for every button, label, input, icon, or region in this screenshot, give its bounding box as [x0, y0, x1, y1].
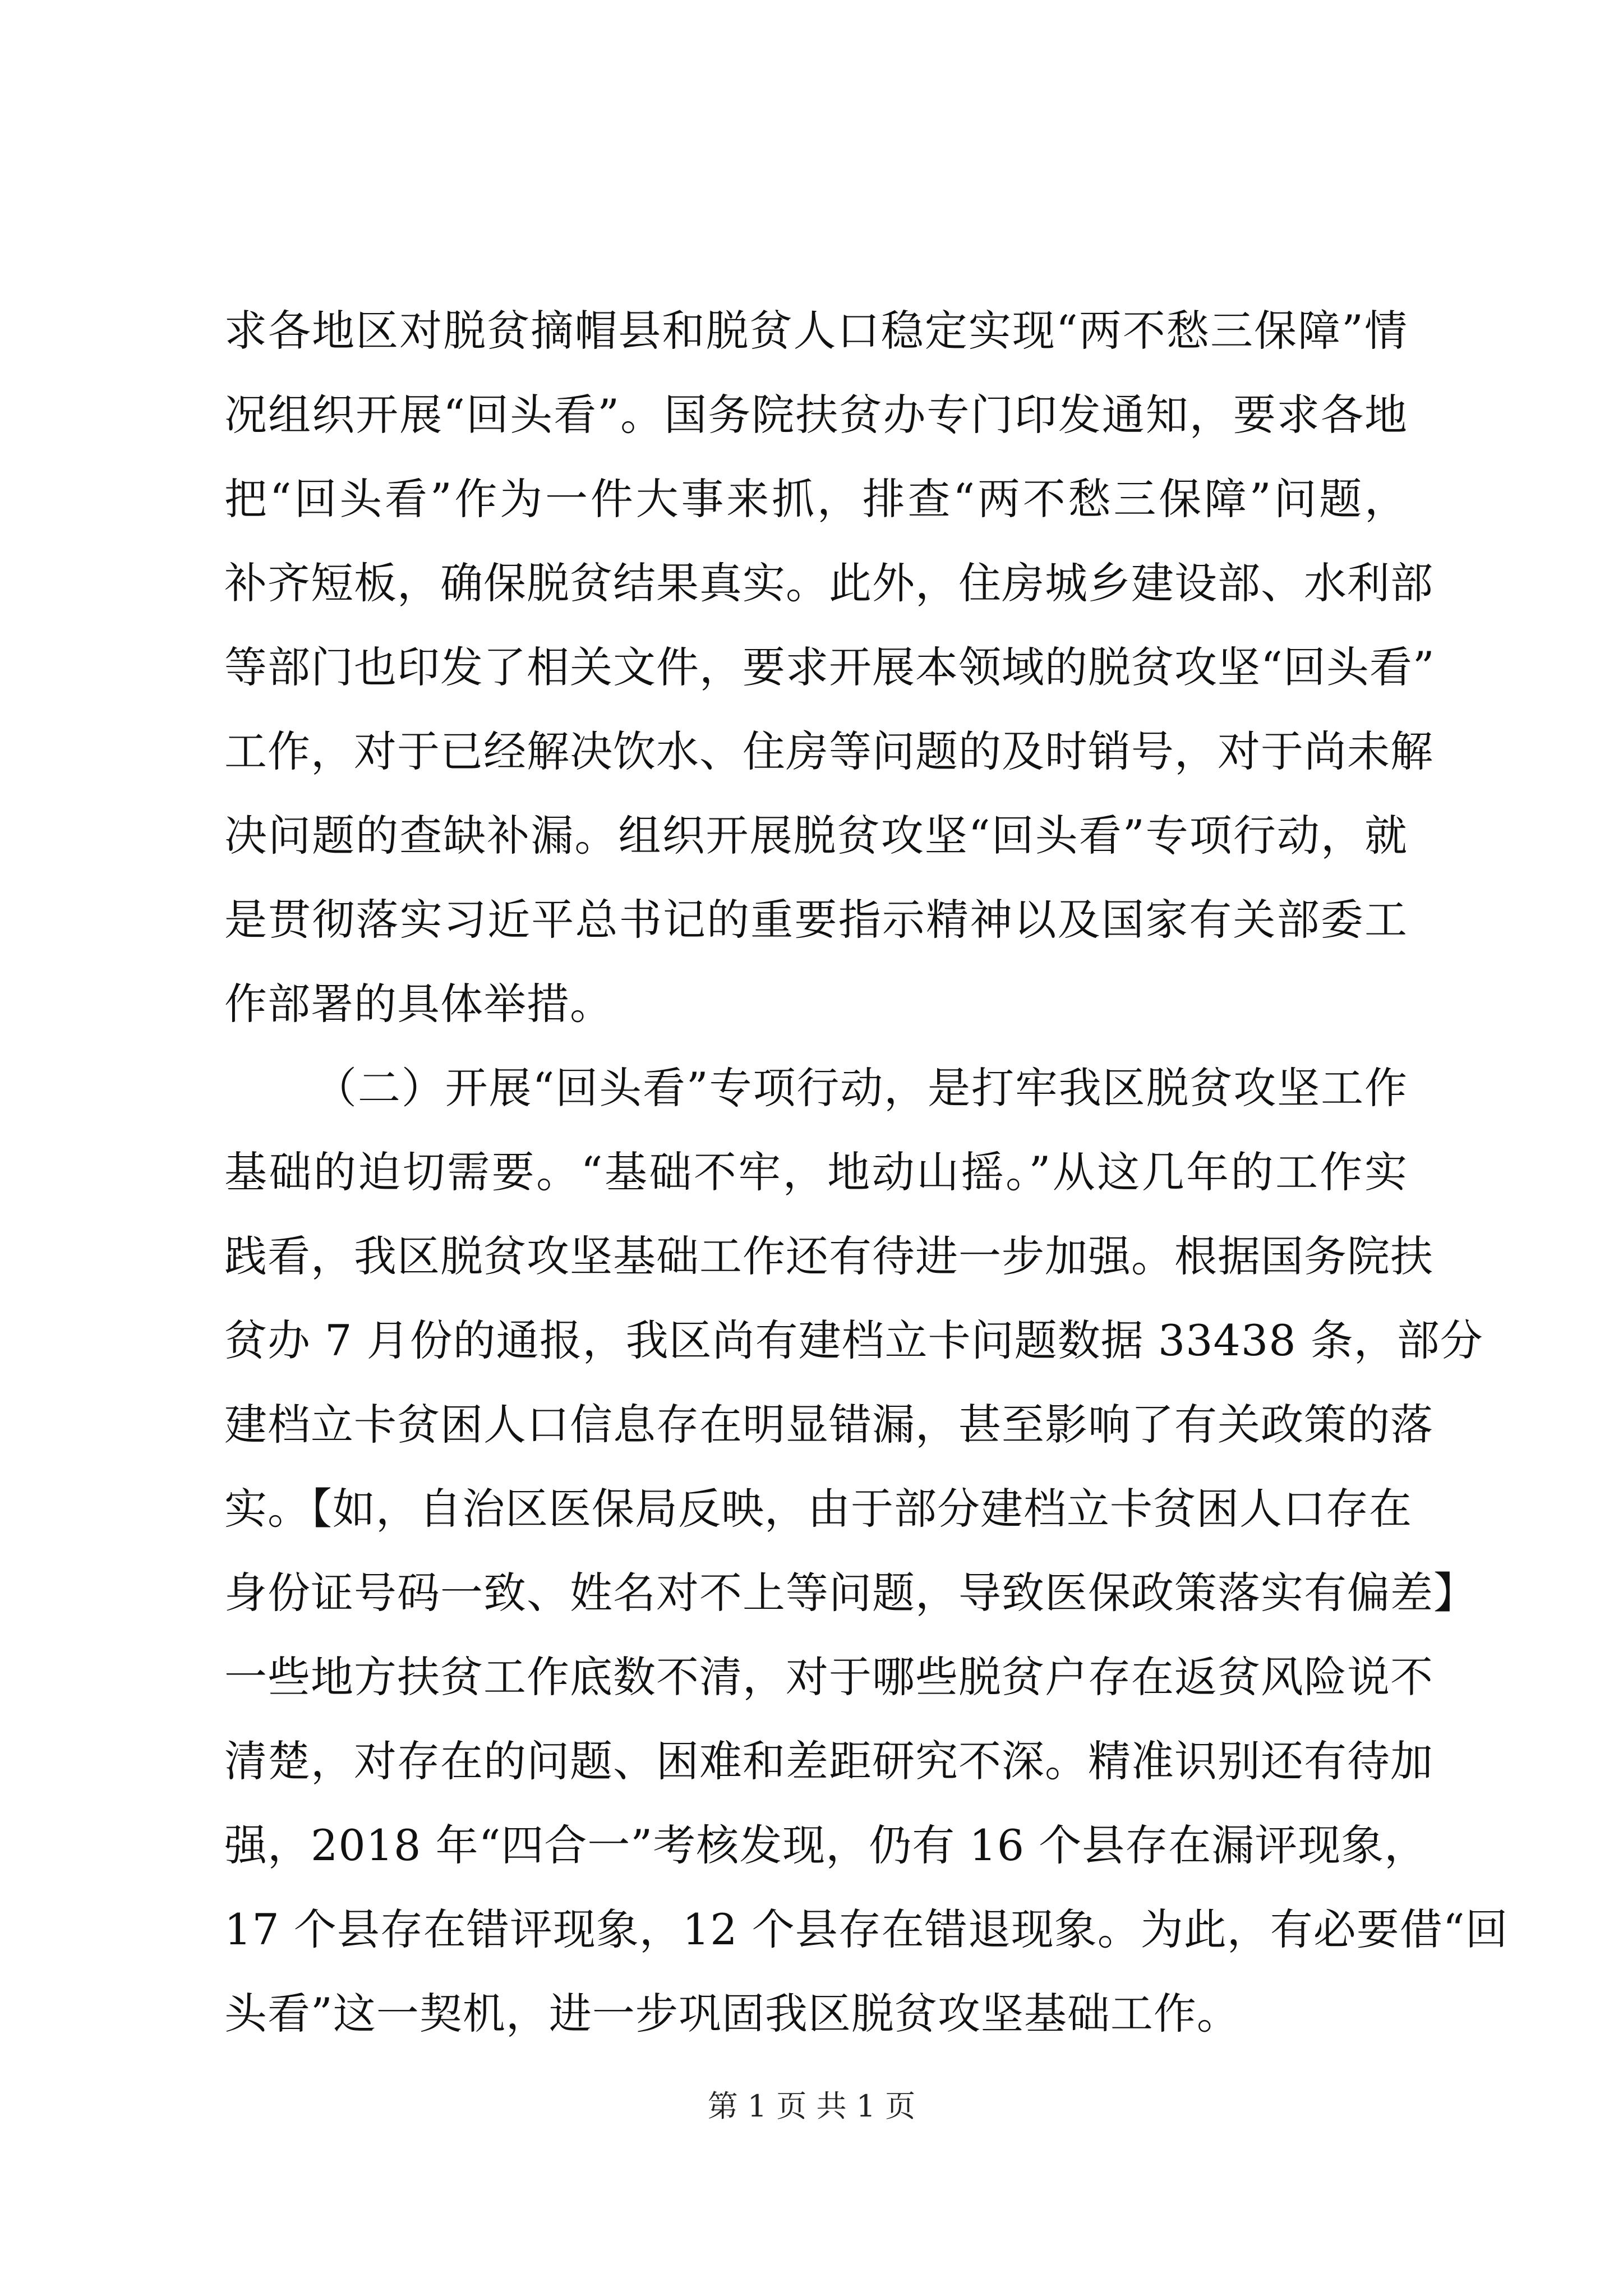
paragraph-1-line-9: 作部署的具体举措。	[224, 979, 613, 1029]
paragraph-2-line-5: 建档立卡贫困人口信息存在明显错漏，甚至影响了有关政策的落	[224, 1400, 1433, 1450]
paragraph-1-line-4: 补齐短板，确保脱贫结果真实。此外，住房城乡建设部、水利部	[224, 558, 1433, 608]
paragraph-1-line-7: 决问题的查缺补漏。组织开展脱贫攻坚“回头看”专项行动，就	[224, 811, 1408, 861]
paragraph-1-line-2: 况组织开展“回头看”。国务院扶贫办专门印发通知，要求各地	[224, 390, 1408, 440]
paragraph-2-line-4: 贫办 7 月份的通报，我区尚有建档立卡问题数据 33438 条，部分	[224, 1315, 1483, 1365]
paragraph-2-line-6: 实。【如，自治区医保局反映，由于部分建档立卡贫困人口存在	[224, 1484, 1412, 1534]
paragraph-2-line-1: （二）开展“回头看”专项行动，是打牢我区脱贫攻坚工作	[314, 1063, 1408, 1113]
paragraph-2-line-9: 清楚，对存在的问题、困难和差距研究不深。精准识别还有待加	[224, 1736, 1433, 1786]
paragraph-1-line-6: 工作，对于已经解决饮水、住房等问题的及时销号，对于尚未解	[224, 726, 1433, 776]
paragraph-1-line-5: 等部门也印发了相关文件，要求开展本领域的脱贫攻坚“回头看”	[224, 642, 1435, 692]
paragraph-1-line-1: 求各地区对脱贫摘帽县和脱贫人口稳定实现“两不愁三保障”情	[224, 306, 1408, 356]
paragraph-2-line-7: 身份证号码一致、姓名对不上等问题，导致医保政策落实有偏差】	[224, 1568, 1477, 1618]
page-footer: 第 1 页 共 1 页	[707, 2088, 916, 2124]
paragraph-2-line-2: 基础的迫切需要。“基础不牢，地动山摇。”从这几年的工作实	[224, 1147, 1408, 1197]
paragraph-1-line-8: 是贯彻落实习近平总书记的重要指示精神以及国家有关部委工	[224, 895, 1408, 945]
paragraph-2-line-3: 践看，我区脱贫攻坚基础工作还有待进一步加强。根据国务院扶	[224, 1231, 1433, 1281]
paragraph-2-line-11: 17 个县存在错评现象，12 个县存在错退现象。为此，有必要借“回	[224, 1904, 1509, 1954]
paragraph-1-line-3: 把“回头看”作为一件大事来抓，排查“两不愁三保障”问题，	[224, 474, 1408, 524]
paragraph-2-line-8: 一些地方扶贫工作底数不清，对于哪些脱贫户存在返贫风险说不	[224, 1652, 1433, 1702]
paragraph-2-line-12: 头看”这一契机，进一步巩固我区脱贫攻坚基础工作。	[224, 1989, 1240, 2039]
paragraph-2-line-10: 强，2018 年“四合一”考核发现，仍有 16 个县存在漏评现象，	[224, 1820, 1428, 1870]
